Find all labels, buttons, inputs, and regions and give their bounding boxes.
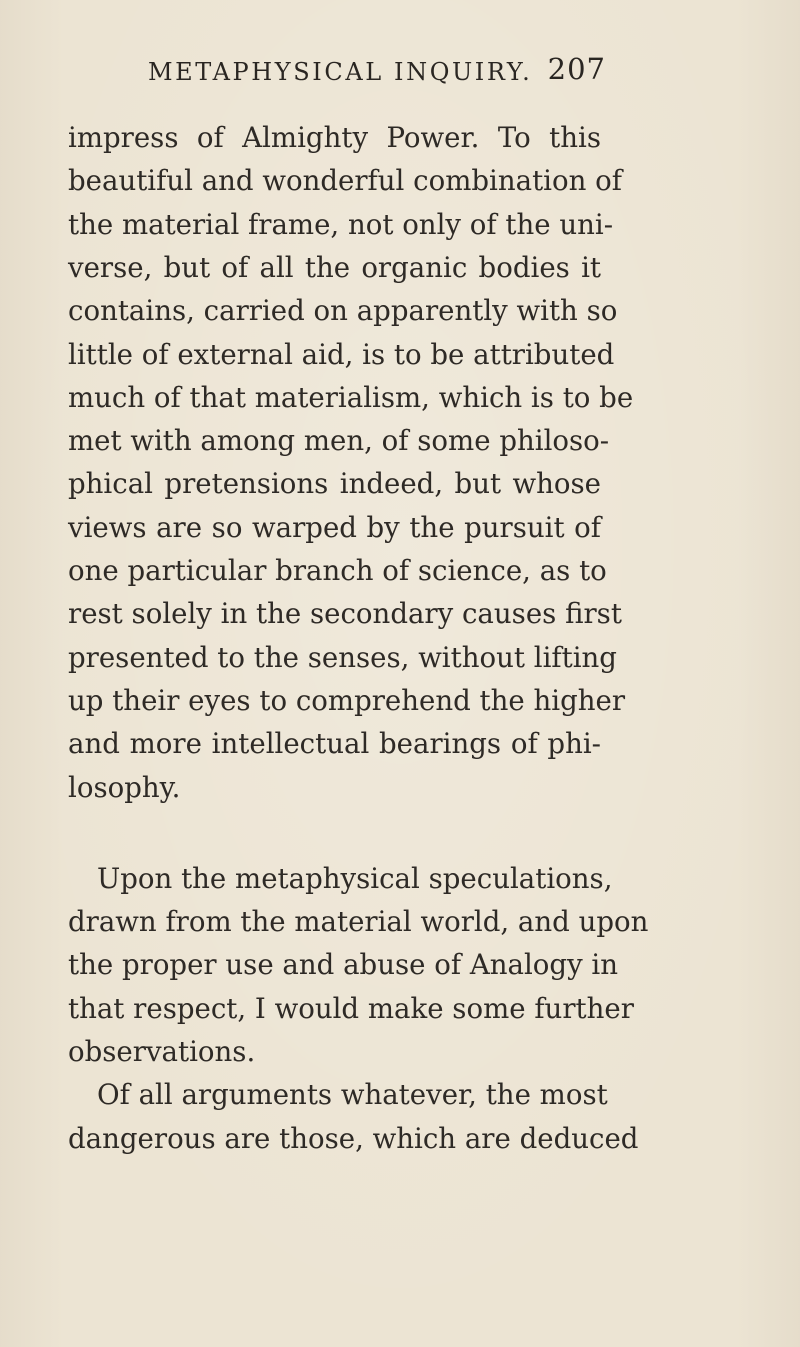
paragraph-end-line: observations. xyxy=(68,1035,256,1068)
paragraph-start-line: Upon the metaphysical speculations, xyxy=(97,862,613,895)
text-line: verse, but of all the organic bodies it xyxy=(68,251,601,284)
text-line: presented to the senses, without lifting xyxy=(68,641,617,674)
text-line: beautiful and wonderful combination of xyxy=(68,164,622,197)
running-title: METAPHYSICAL INQUIRY. xyxy=(148,58,533,86)
paragraph-start-line: Of all arguments whatever, the most xyxy=(97,1078,608,1111)
text-line: met with among men, of some philoso- xyxy=(68,424,610,457)
text-line: views are so warped by the pursuit of xyxy=(68,511,601,544)
text-line: up their eyes to comprehend the higher xyxy=(68,684,626,717)
text-line: the proper use and abuse of Analogy in xyxy=(68,948,619,981)
page-number: 207 xyxy=(547,52,606,86)
paragraph-end-line: losophy. xyxy=(68,771,181,804)
text-line: and more intellectual bearings of phi- xyxy=(68,727,601,760)
text-line: the material frame, not only of the uni- xyxy=(68,208,614,241)
text-line: impress of Almighty Power. To this xyxy=(68,121,601,154)
text-line: drawn from the material world, and upon xyxy=(68,905,649,938)
text-line: rest solely in the secondary causes first xyxy=(68,597,622,630)
text-line: that respect, I would make some further xyxy=(68,992,634,1025)
text-line: little of external aid, is to be attributed xyxy=(68,338,615,371)
text-line: contains, carried on apparently with so xyxy=(68,294,618,327)
text-line: much of that materialism, which is to be xyxy=(68,381,634,414)
text-line: dangerous are those, which are deduced xyxy=(68,1122,639,1155)
text-line: one particular branch of science, as to xyxy=(68,554,607,587)
text-line: phical pretensions indeed, but whose xyxy=(68,467,601,500)
